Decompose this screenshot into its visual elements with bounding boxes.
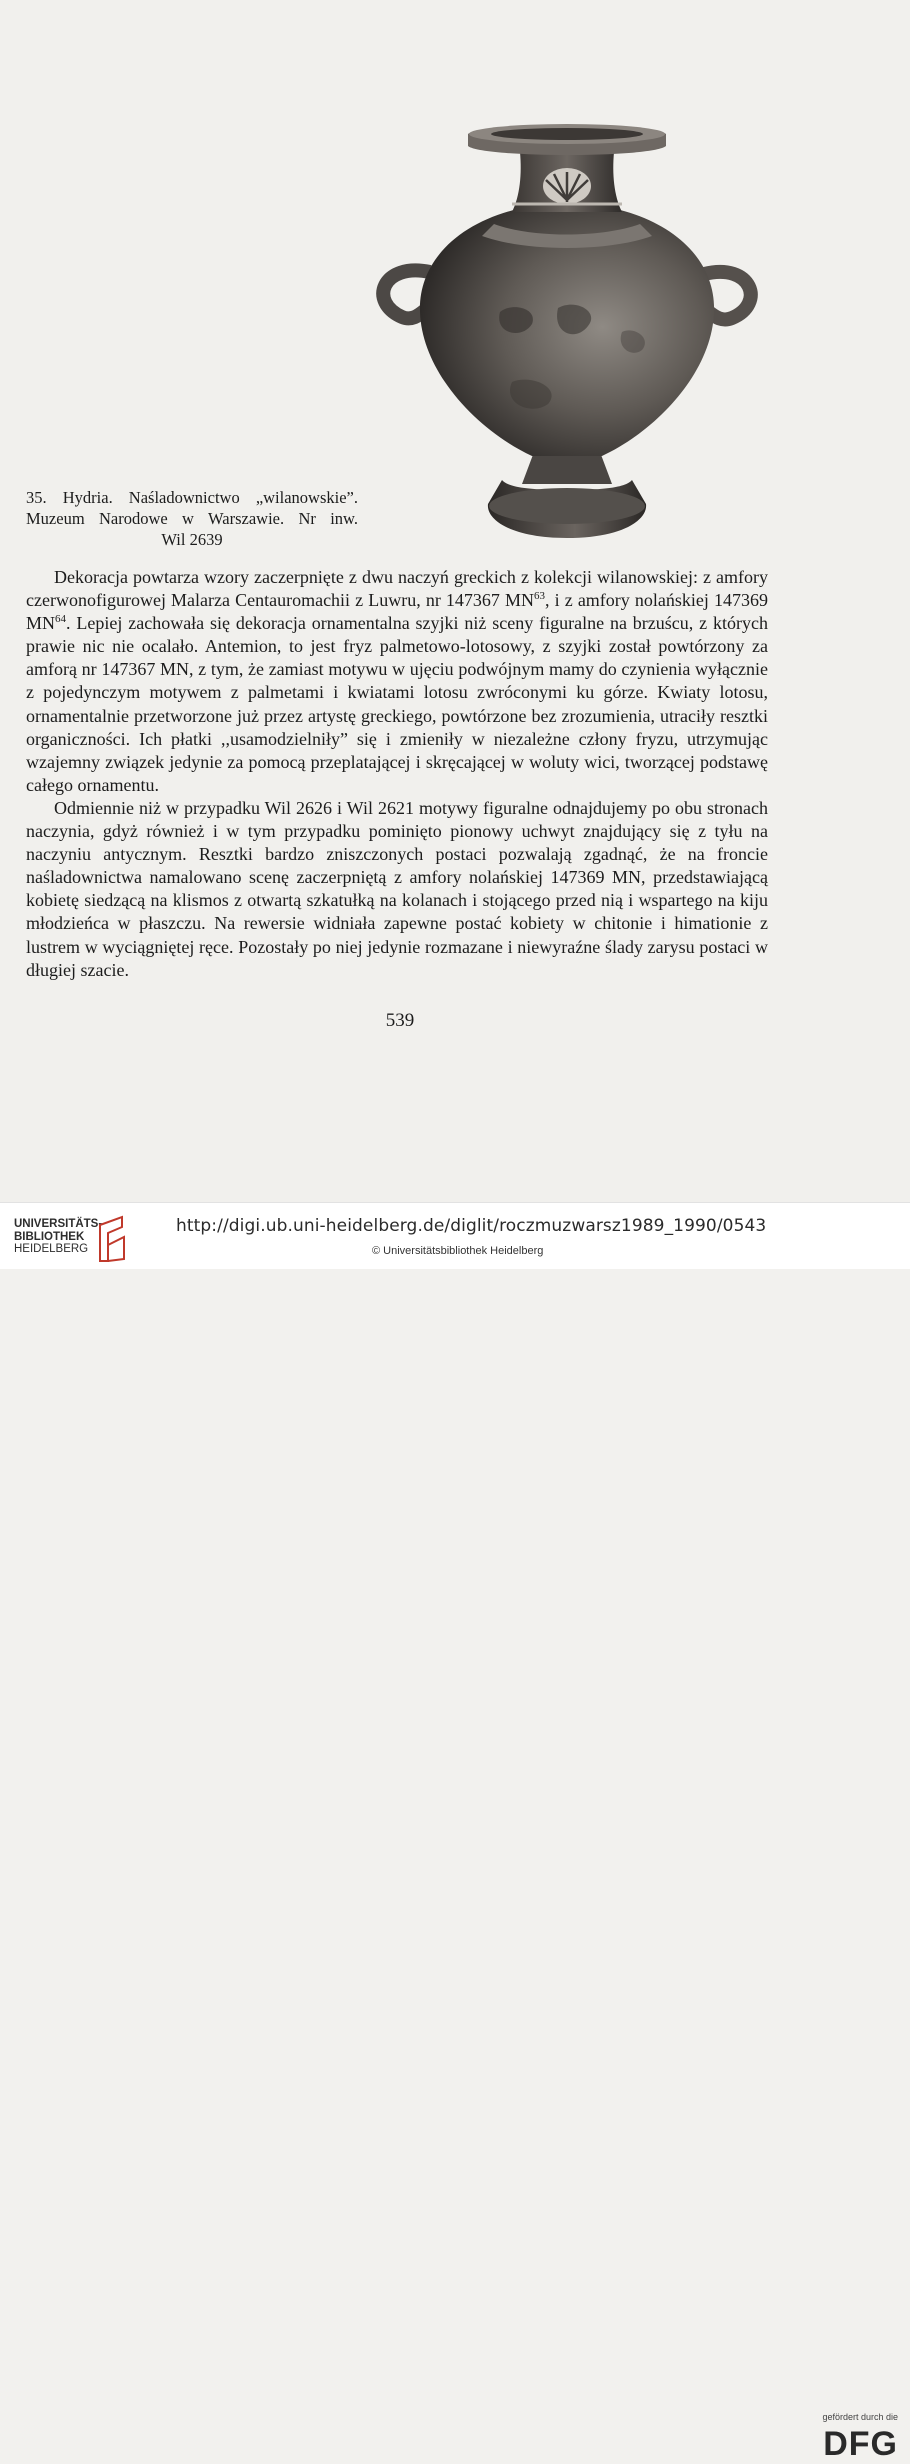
footnote-ref: 63 [534, 590, 546, 603]
figure-caption [26, 487, 358, 550]
copyright-notice: © Universitätsbibliothek Heidelberg [372, 1245, 544, 1257]
library-name-line: BIBLIOTHEK [14, 1230, 85, 1243]
paragraph-2: Odmiennie niż w przypadku Wil 2626 i Wil 2621 motywy figuralne odnajdujemy po obu stronach naczynia, gdyż również i w tym przypadku pominięto pionowy uchwyt znajdujący się z tyłu na naczyniu antycznym. Resztki bardzo zniszczonych postaci pozwalają zgadnąć, że na froncie naśladownictwa namalowano scenę zaczerpniętą z amfory nolańskiej 147369 MN, przedstawiającą kobietę siedzącą na klismos z otwartą szkatułką na kolanach i stojącego przed nią i wspartego na kiju młodzieńca w płaszczu. Na rewersie widniała zapewne postać kobiety w chitonie i himationie z lustrem w wyciągniętej ręce. Pozostały po niej jedynie rozmazane i niewyraźne ślady zarysu postaci w długiej szacie. [26, 797, 768, 980]
hydria-photo [362, 112, 772, 544]
page-number: 539 [385, 1010, 415, 1031]
caption-line: 35. Hydria. Naśladownictwo „wilanowskie”. [26, 488, 358, 507]
caption-line: Muzeum Narodowe w Warszawie. Nr inw. [26, 509, 358, 528]
caption-line: Wil 2639 [161, 530, 223, 549]
permalink-url[interactable]: http://digi.ub.uni-heidelberg.de/diglit/roczmuzwarsz1989_1990/0543 [176, 1216, 767, 1236]
paragraph-text: , i z amfory nolańskiej 147369 MN [26, 590, 768, 634]
paragraph-text: . Lepiej zachowała się dekoracja ornamentalna szyjki niż sceny figuralne na brzuścu, z których prawie nic nie ocalało. Antemion, to jest fryz palmetowo-lotosowy, z szyjki został powtórzony za amforą nr 147367 MN, z tym, że zamiast motywu w ujęciu podwójnym mamy do czynienia wyłącznie z pojedynczym motywem z palmetami i kwiatami lotosu zwróconymi ku górze. Kwiaty lotosu, ornamentalnie przetworzone już przez artystę greckiego, powtórzone bez zrozumienia, utraciły resztki organiczności. Ich płatki ,,usamodzielniły” się i zmieniły w niezależne człony fryzu, utrzymując wzajemny związek jedynie za pomocą przeplatającej i skręcającej w woluty wici, tworzącej podstawę całego ornamentu. [26, 613, 768, 795]
dfg-logo[interactable] [806, 2412, 898, 2464]
funder-label: gefördert durch die [822, 2412, 898, 2422]
library-name [14, 1218, 102, 1256]
library-name-line: HEIDELBERG [14, 1243, 89, 1255]
library-mark-icon [94, 1215, 130, 1263]
paragraph-1 [26, 566, 768, 797]
library-logo[interactable] [14, 1217, 134, 1263]
dfg-mark-icon: DFG [823, 2425, 898, 2463]
body-text [26, 566, 768, 982]
paragraph-text: Dekoracja powtarza wzory zaczerpnięte z dwu naczyń greckich z kolekcji wilanowskiej: z amfory czerwonofigurowej Malarza Centauromachii z Luwru, nr 147367 MN [26, 567, 768, 611]
library-name-line: UNIVERSITÄTS- [14, 1218, 103, 1230]
scanned-page [0, 0, 910, 1202]
footnote-ref: 64 [55, 613, 67, 626]
